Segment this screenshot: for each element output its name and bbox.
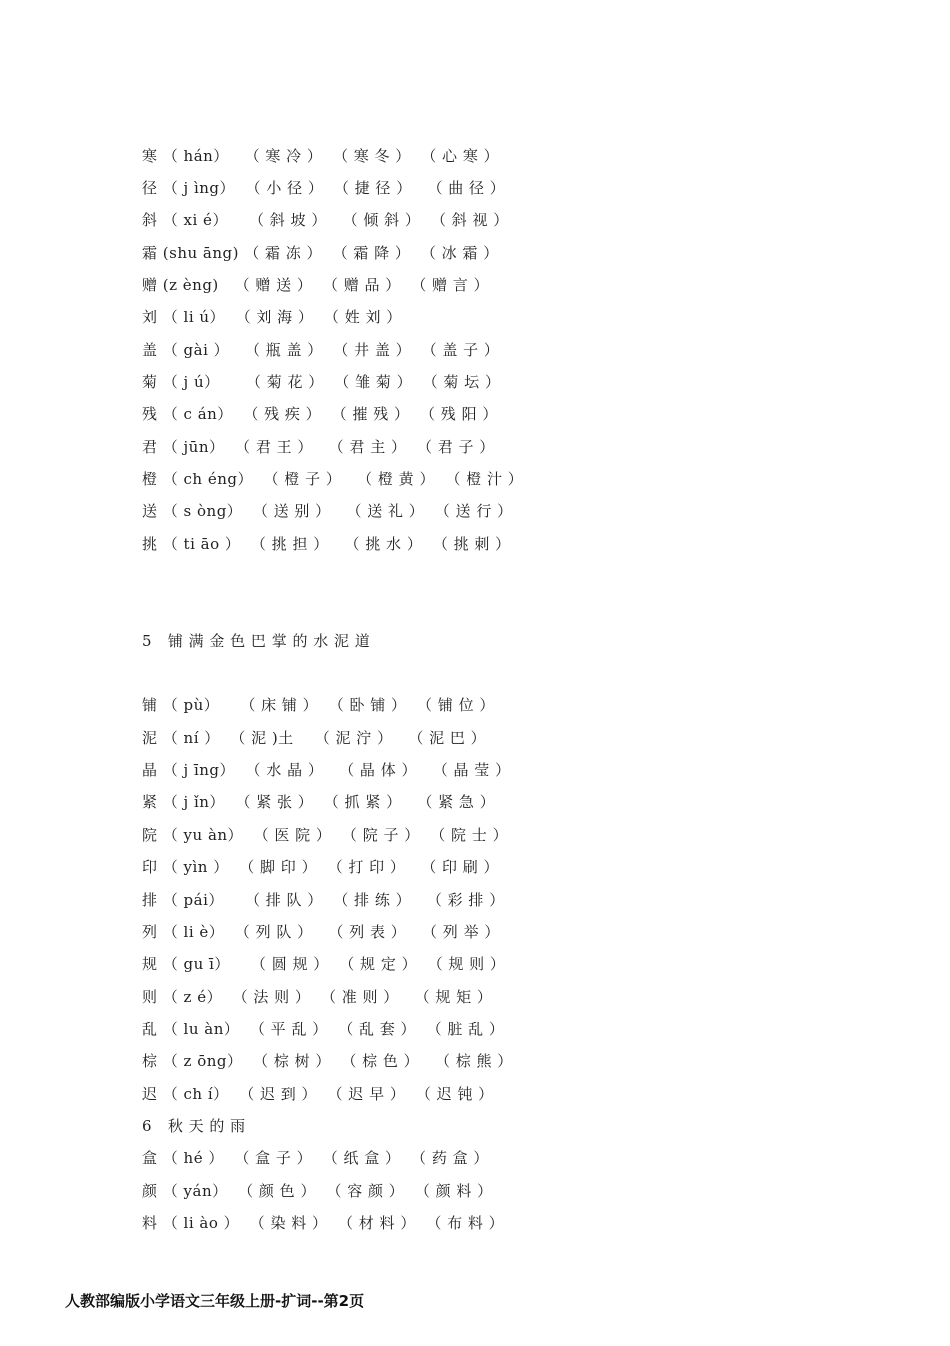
word-line: 赠 (z èng) （ 赠 送 ） （ 赠 品 ） （ 赠 言 ） (142, 276, 490, 294)
word-line: 菊 （ j ú） （ 菊 花 ） （ 雏 菊 ） （ 菊 坛 ） (142, 373, 501, 391)
word-line: 料 （ li ào ） （ 染 料 ） （ 材 料 ） （ 布 料 ） (142, 1214, 505, 1232)
section-heading: 6 秋 天 的 雨 (142, 1117, 246, 1135)
word-line: 残 （ c án） （ 残 疾 ） （ 摧 残 ） （ 残 阳 ） (142, 405, 498, 423)
word-line: 紧 （ j ǐn） （ 紧 张 ） （ 抓 紧 ） （ 紧 急 ） (142, 793, 496, 811)
word-line: 盒 （ hé ） （ 盒 子 ） （ 纸 盒 ） （ 药 盒 ） (142, 1149, 489, 1167)
word-line: 排 （ pái） （ 排 队 ） （ 排 练 ） （ 彩 排 ） (142, 891, 505, 909)
word-line: 规 （ gu ī） （ 圆 规 ） （ 规 定 ） （ 规 则 ） (142, 955, 506, 973)
word-line: 铺 （ pù） （ 床 铺 ） （ 卧 铺 ） （ 铺 位 ） (142, 696, 495, 714)
word-line: 列 （ li è） （ 列 队 ） （ 列 表 ） （ 列 举 ） (142, 923, 500, 941)
word-line: 颜 （ yán） （ 颜 色 ） （ 容 颜 ） （ 颜 料 ） (142, 1182, 493, 1200)
word-line: 印 （ yìn ） （ 脚 印 ） （ 打 印 ） （ 印 刷 ） (142, 858, 500, 876)
page-footer: 人教部编版小学语文三年级上册-扩词--第2页 (65, 1292, 365, 1310)
word-line: 盖 （ gài ） （ 瓶 盖 ） （ 井 盖 ） （ 盖 子 ） (142, 341, 500, 359)
word-line: 刘 （ li ú） （ 刘 海 ） （ 姓 刘 ） (142, 308, 402, 326)
word-line: 橙 （ ch éng） （ 橙 子 ） （ 橙 黄 ） （ 橙 汁 ） (142, 470, 524, 488)
word-line: 径 （ j ìng） （ 小 径 ） （ 捷 径 ） （ 曲 径 ） (142, 179, 506, 197)
section-heading: 5 铺 满 金 色 巴 掌 的 水 泥 道 (142, 632, 371, 650)
word-line: 乱 （ lu àn） （ 平 乱 ） （ 乱 套 ） （ 脏 乱 ） (142, 1020, 505, 1038)
word-line: 送 （ s òng） （ 送 别 ） （ 送 礼 ） （ 送 行 ） (142, 502, 513, 520)
word-line: 君 （ jūn） （ 君 王 ） （ 君 主 ） （ 君 子 ） (142, 438, 495, 456)
word-line: 寒 （ hán） （ 寒 冷 ） （ 寒 冬 ） （ 心 寒 ） (142, 147, 500, 165)
word-line: 晶 （ j īng） （ 水 晶 ） （ 晶 体 ） （ 晶 莹 ） (142, 761, 511, 779)
word-line: 院 （ yu àn） （ 医 院 ） （ 院 子 ） （ 院 士 ） (142, 826, 509, 844)
word-line: 斜 （ xi é） （ 斜 坡 ） （ 倾 斜 ） （ 斜 视 ） (142, 211, 509, 229)
word-line: 霜 (shu āng) （ 霜 冻 ） （ 霜 降 ） （ 冰 霜 ） (142, 244, 499, 262)
word-line: 则 （ z é） （ 法 则 ） （ 准 则 ） （ 规 矩 ） (142, 988, 493, 1006)
word-line: 棕 （ z ōng） （ 棕 树 ） （ 棕 色 ） （ 棕 熊 ） (142, 1052, 513, 1070)
word-line: 泥 （ ní ） （ 泥 )土 （ 泥 泞 ） （ 泥 巴 ） (142, 729, 487, 747)
word-line: 挑 （ ti āo ） （ 挑 担 ） （ 挑 水 ） （ 挑 刺 ） (142, 535, 511, 553)
word-line: 迟 （ ch í） （ 迟 到 ） （ 迟 早 ） （ 迟 钝 ） (142, 1085, 494, 1103)
